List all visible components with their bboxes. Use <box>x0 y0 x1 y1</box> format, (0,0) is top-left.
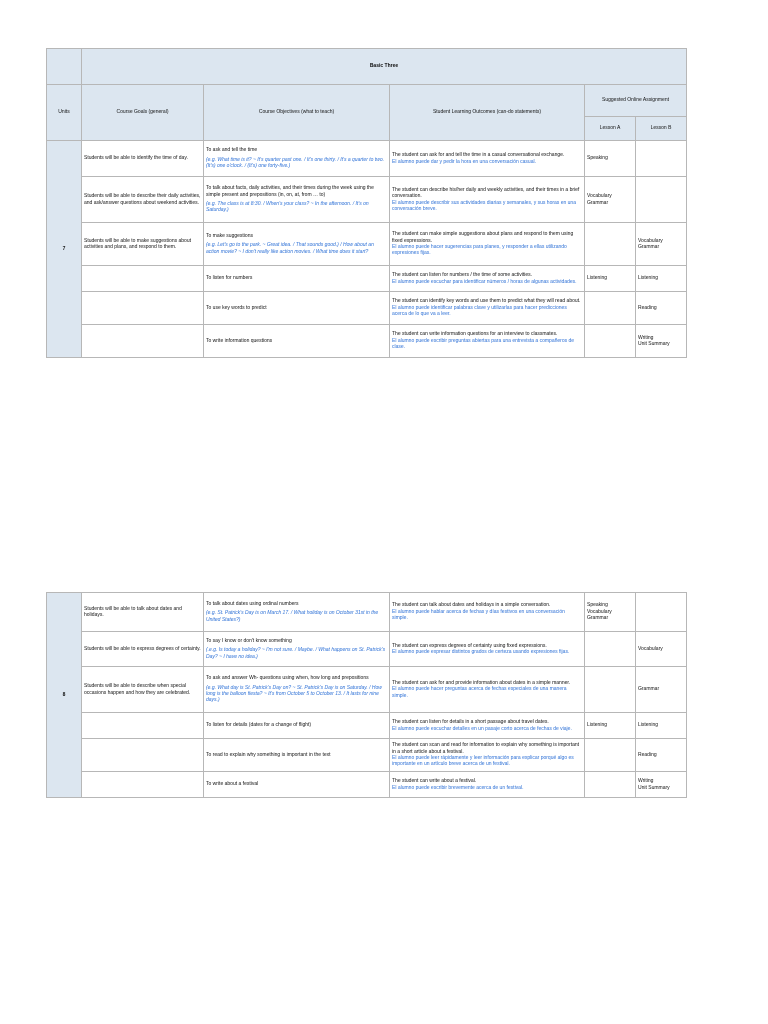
table-row <box>47 266 687 292</box>
lesson-b-cell <box>636 593 687 632</box>
outcome-cell <box>390 713 585 739</box>
course-goal-cell <box>82 632 204 667</box>
lesson-a-cell <box>585 713 636 739</box>
outcome-cell <box>390 772 585 798</box>
outcome-english: The student can scan and read for information to explain why something is important in a short article about a festival. <box>392 742 580 755</box>
course-goal: Students will be able to talk about dates and holidays. <box>84 605 182 618</box>
outcome-spanish: El alumno puede leer rápidamente y leer información para explicar porqué algo es importante en un artículo breve acerca de un festival. <box>392 755 574 768</box>
objective-example: (.e.g. Is today a holiday? ~ I'm not sure. / Maybe. / What happens on St. Patrick's Day? ~ I have no idea.) <box>206 647 386 660</box>
objective-cell <box>204 593 390 632</box>
objective-cell <box>204 266 390 292</box>
objective: To listen for details (dates for a change of flight) <box>206 722 312 729</box>
objective-cell <box>204 177 390 223</box>
course-goal-cell <box>82 667 204 713</box>
outcome-spanish: El alumno puede hacer sugerencias para planes, y responder a ellas utilizando expresiones fijas. <box>392 244 567 257</box>
outcome-spanish: El alumno puede escribir brevemente acerca de un festival. <box>392 784 524 791</box>
header-corner <box>47 49 82 85</box>
assignment-item: Listening <box>587 722 608 729</box>
outcome-cell <box>390 667 585 713</box>
assignment-item: Vocabulary <box>587 608 612 615</box>
course-goal-cell <box>82 713 204 739</box>
outcome-english: The student can describe his/her daily and weekly activities, and their times in a brief conversation. <box>392 186 580 200</box>
course-goal-cell <box>82 223 204 266</box>
assignment-item: Vocabulary <box>638 645 663 652</box>
assignment-item: Listening <box>638 275 659 282</box>
outcome-spanish: El alumno puede identificar palabras clave y utilizarlas para hacer predicciones acerca de lo que va a leer. <box>392 304 567 318</box>
lesson-b-cell <box>636 713 687 739</box>
outcome-english: The student can listen for details in a short passage about travel dates. <box>392 719 549 726</box>
table-row <box>47 141 687 177</box>
outcome-spanish: El alumno puede expresar distintos grados de certeza usando expresiones fijas. <box>392 649 570 655</box>
outcome-english: The student can talk about dates and holidays in a simple conversation. <box>392 602 551 609</box>
table-row <box>47 713 687 739</box>
course-goal: Students will be able to make suggestions about activities and plans, and respond to them. <box>84 237 192 250</box>
lesson-b-cell <box>636 223 687 266</box>
lesson-a-cell <box>585 667 636 713</box>
objective-cell <box>204 713 390 739</box>
objective-example: (e.g. Let's go to the park. ~ Great idea. / That sounds good.) / How about an action movie? ~ I don't really like action movies. / What time does it start? <box>206 242 374 255</box>
assignment-item: Listening <box>638 722 659 729</box>
course-goal: Students will be able to identify the time of day. <box>84 155 188 162</box>
course-goal-cell <box>82 325 204 358</box>
assignment-item: Reading <box>638 304 657 311</box>
course-goal-cell <box>82 141 204 177</box>
outcome-english: The student can make simple suggestions about plans and respond to them using fixed expressions. <box>392 231 574 244</box>
lesson-b-cell <box>636 141 687 177</box>
outcome-cell <box>390 593 585 632</box>
unit-number: 8 <box>47 593 82 798</box>
outcome-cell <box>390 177 585 223</box>
objective-cell <box>204 739 390 772</box>
outcome-cell <box>390 141 585 177</box>
outcome-english: The student can ask for and provide information about dates in a simple manner. <box>392 679 571 686</box>
lesson-a-cell <box>585 325 636 358</box>
assignment-item: Vocabulary <box>587 193 612 200</box>
unit8-table <box>46 592 687 798</box>
objective-cell <box>204 772 390 798</box>
outcome-spanish: El alumno puede hablar acerca de fechas y días festivos en una conversación simple. <box>392 608 565 622</box>
objective: To talk about dates using ordinal numbers <box>206 600 299 607</box>
objective-cell <box>204 667 390 713</box>
objective-cell <box>204 292 390 325</box>
outcome-english: The student can identify key words and use them to predict what they will read about. <box>392 298 581 305</box>
outcome-cell <box>390 325 585 358</box>
objective: To write information questions <box>206 337 273 344</box>
course-goal-cell <box>82 266 204 292</box>
outcome-spanish: El alumno puede escribir preguntas abiertas para una entrevista a compañeros de clase. <box>392 337 575 351</box>
lesson-b-cell <box>636 667 687 713</box>
assignment-item: Speaking <box>587 155 608 162</box>
outcome-cell <box>390 632 585 667</box>
course-goal-cell <box>82 739 204 772</box>
objective: To use key words to predict <box>206 304 267 311</box>
lesson-a-cell <box>585 739 636 772</box>
table-row <box>47 177 687 223</box>
assignment-header: Suggested Online Assignment <box>585 85 687 117</box>
course-goal-cell <box>82 177 204 223</box>
outcome-cell <box>390 223 585 266</box>
assignment-item: Writing <box>638 334 654 341</box>
outcome-english: The student can write information questions for an interview to classmates. <box>392 331 558 338</box>
unit-number: 7 <box>47 141 82 358</box>
outcome-spanish: El alumno puede escuchar para identificar números / horas de algunas actividades. <box>392 278 577 285</box>
objective-cell <box>204 632 390 667</box>
lesson-a-cell <box>585 772 636 798</box>
outcome-cell <box>390 739 585 772</box>
outcome-cell <box>390 266 585 292</box>
table-row <box>47 667 687 713</box>
outcomes-header: Student Learning Outcomes (can-do statements) <box>390 85 585 141</box>
lesson-a-cell <box>585 223 636 266</box>
table-row <box>47 292 687 325</box>
course-goal: Students will be able to express degrees of certainty. <box>84 645 201 652</box>
objective: To make suggestions <box>206 232 253 239</box>
outcome-spanish: El alumno puede hacer preguntas acerca de fechas especiales de una manera simple. <box>392 686 567 699</box>
table-row <box>47 772 687 798</box>
lesson-a-cell <box>585 593 636 632</box>
assignment-item: Grammar <box>638 686 660 693</box>
lesson-b-cell <box>636 325 687 358</box>
table-row <box>47 739 687 772</box>
course-goal-cell <box>82 292 204 325</box>
assignment-item: Reading <box>638 751 657 758</box>
table-row <box>47 325 687 358</box>
assignment-item: Grammar <box>587 199 609 206</box>
lesson-b-header: Lesson B <box>636 117 687 141</box>
course-goal: Students will be able to describe their daily activities, and ask/answer questions about weekend activities. <box>84 193 201 206</box>
goals-header: Course Goals (general) <box>82 85 204 141</box>
objective: To say I know or don't know something <box>206 637 292 644</box>
table-row <box>47 632 687 667</box>
outcome-english: The student can ask for and tell the time in a casual conversational exchange. <box>392 152 565 159</box>
assignment-item: Unit Summary <box>638 784 670 791</box>
outcome-english: The student can listen for numbers / the time of some activities. <box>392 272 533 279</box>
assignment-item: Grammar <box>587 615 609 622</box>
objectives-header: Course Objectives (what to teach) <box>204 85 390 141</box>
objective: To write about a festival <box>206 781 259 788</box>
lesson-a-cell <box>585 266 636 292</box>
lesson-b-cell <box>636 292 687 325</box>
unit7-table <box>46 48 687 358</box>
lesson-a-cell <box>585 141 636 177</box>
objective-example: (e.g. St. Patrick's Day is on March 17. / What holiday is on October 31st in the United States?) <box>206 610 379 623</box>
outcome-spanish: El alumno puede describir sus actividades diarias y semanales, y sus horas en una conversación breve. <box>392 199 576 212</box>
course-goal-cell <box>82 772 204 798</box>
objective: To listen for numbers <box>206 275 253 282</box>
lesson-b-cell <box>636 632 687 667</box>
objective-cell <box>204 141 390 177</box>
assignment-item: Writing <box>638 778 654 785</box>
outcome-spanish: El alumno puede dar y pedir la hora en una conversación casual. <box>392 158 536 165</box>
lesson-b-cell <box>636 177 687 223</box>
outcome-cell <box>390 292 585 325</box>
table-row <box>47 223 687 266</box>
assignment-item: Unit Summary <box>638 341 670 347</box>
outcome-english: The student can express degrees of certainty using fixed expressions. <box>392 642 547 649</box>
course-goal-cell <box>82 593 204 632</box>
page-title: Basic Three <box>82 49 687 85</box>
objective-cell <box>204 223 390 266</box>
outcome-spanish: El alumno puede escuchar detalles en un pasaje corto acerca de fechas de viaje. <box>392 725 572 732</box>
assignment-item: Listening <box>587 275 608 282</box>
outcome-english: The student can write about a festival. <box>392 778 477 785</box>
objective-cell <box>204 325 390 358</box>
lesson-a-cell <box>585 632 636 667</box>
objective: To ask and answer Wh- questions using when, how long and prepositions <box>206 675 369 682</box>
objective: To read to explain why something is important in the text <box>206 751 331 758</box>
objective-example: (e.g. The class is at 8:30. / When's your class? ~ In the afternoon. / It's on Saturday.) <box>206 201 369 214</box>
objective: To talk about facts, daily activities, and their times during the week using the simple present and prepositions (in, on, at, from … to) <box>206 185 374 198</box>
lesson-a-header: Lesson A <box>585 117 636 141</box>
units-header: Units <box>47 85 82 141</box>
lesson-b-cell <box>636 266 687 292</box>
lesson-a-cell <box>585 292 636 325</box>
objective: To ask and tell the time <box>206 147 258 154</box>
lesson-a-cell <box>585 177 636 223</box>
assignment-item: Grammar <box>638 244 660 250</box>
lesson-b-cell <box>636 772 687 798</box>
assignment-item: Speaking <box>587 602 608 609</box>
assignment-item: Vocabulary <box>638 237 663 244</box>
objective-example: (e.g. What day is St. Patrick's Day on? ~ St. Patrick's Day is on Saturday. / How long is the balloon fiesta? ~ It's from October 5 to October 13. / It lasts for nine days.) <box>206 684 382 704</box>
objective-example: (e.g. What time is it? ~ It's quarter past one. / It's one thirty. / It's a quarter to two. (It's) one o'clock. / (It's) one forty-five.) <box>206 156 384 170</box>
lesson-b-cell <box>636 739 687 772</box>
course-goal: Students will be able to describe when special occasions happen and how they are celebrated. <box>84 683 191 696</box>
table-row <box>47 593 687 632</box>
